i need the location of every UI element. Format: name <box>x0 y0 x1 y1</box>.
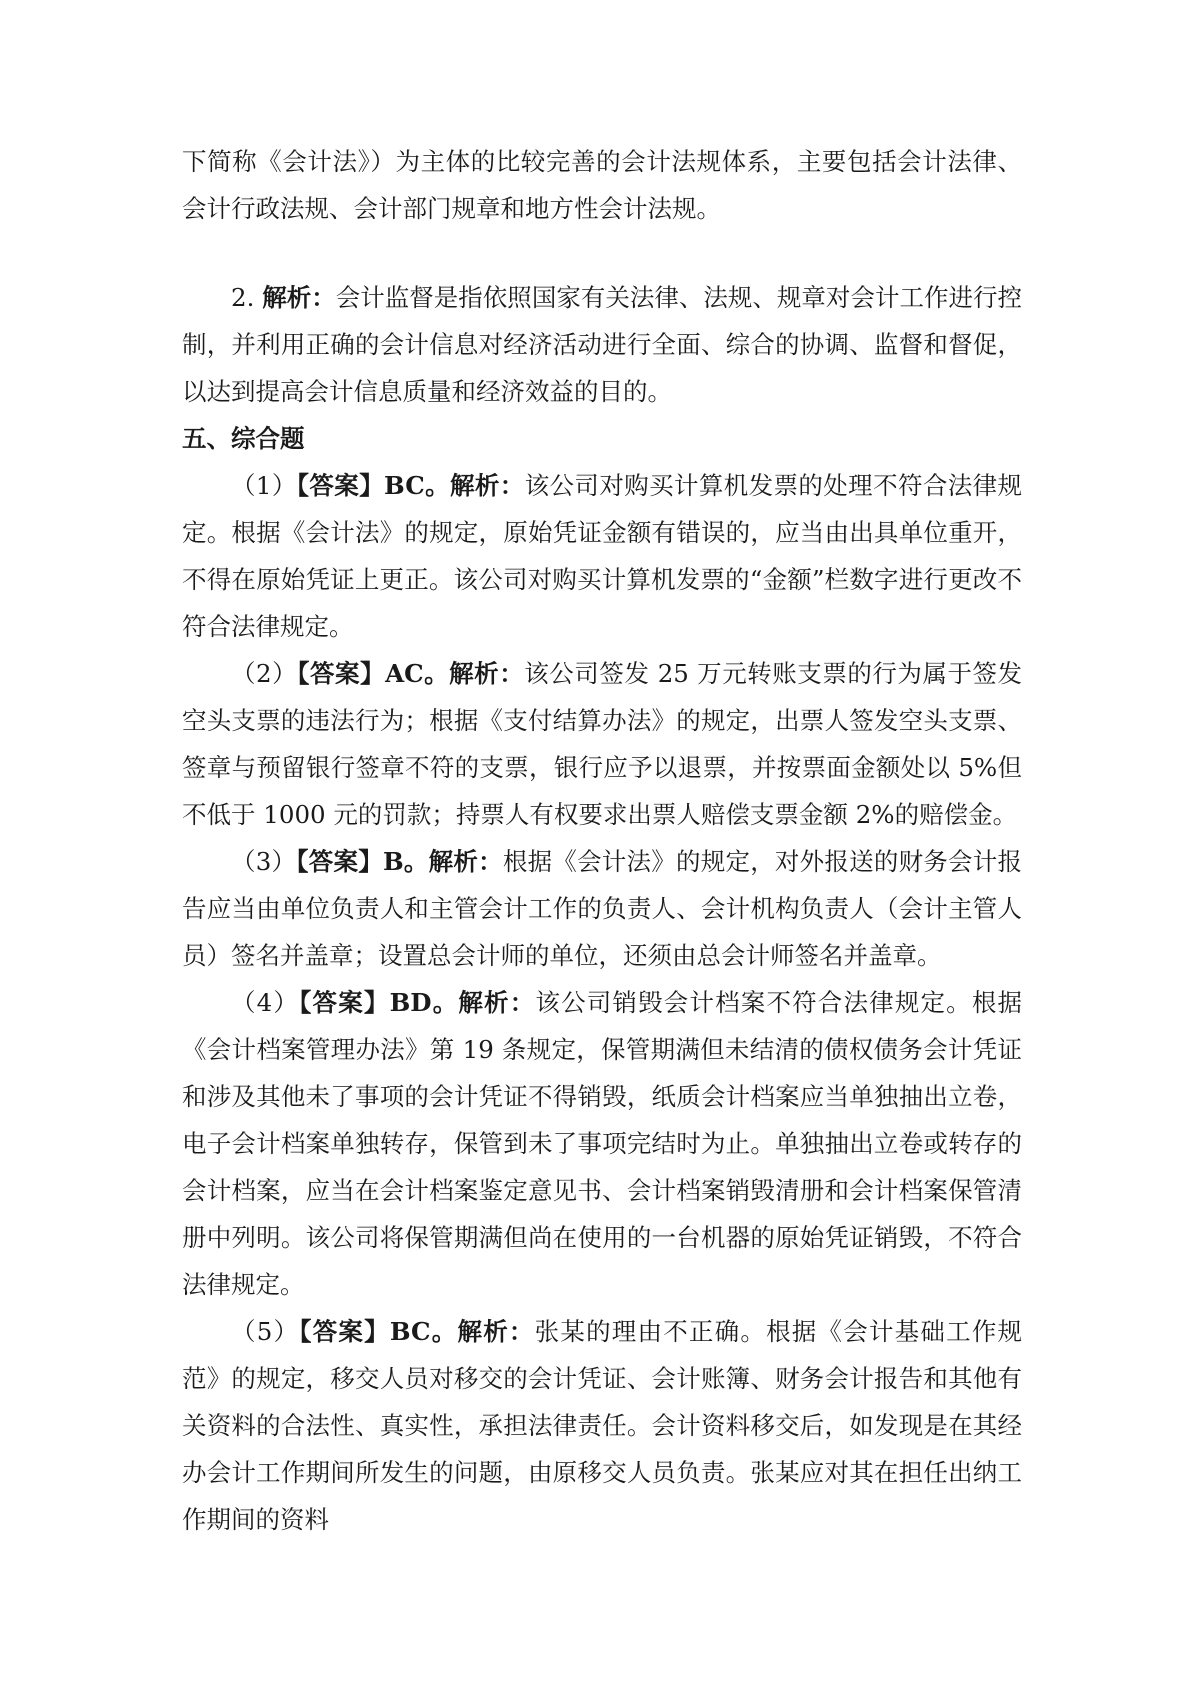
item-number: （2） <box>231 659 298 688</box>
q2-analysis-label: 解析： <box>262 283 336 312</box>
answer-item-2 <box>182 650 1022 838</box>
q2-number: 2. <box>231 283 255 312</box>
answer-item-4 <box>182 979 1022 1308</box>
analysis-label: 解析： <box>449 471 525 500</box>
analysis-text: 该公司签发 25 万元转账支票的行为属于签发空头支票的违法行为；根据《支付结算办法》的规定，出票人签发空头支票、签章与预留银行签章不符的支票，银行应予以退票，并按票面金额处以 5%但不低于 1000 元的罚款；持票人有权要求出票人赔偿支票金额 2%的赔偿金。 <box>182 659 1023 829</box>
analysis-text: 该公司销毁会计档案不符合法律规定。根据《会计档案管理办法》第 19 条规定，保管期满但未结清的债权债务会计凭证和涉及其他未了事项的会计凭证不得销毁，纸质会计档案应当单独抽出立卷，电子会计档案单独转存，保管到未了事项完结时为止。单独抽出立卷或转存的会计档案，应当在会计档案鉴定意见书、会计档案销毁清册和会计档案保管清册中列明。该公司将保管期满但尚在使用的一台机器的原始凭证销毁，不符合法律规定。 <box>182 988 1023 1299</box>
answer-value: AC。 <box>385 659 450 688</box>
analysis-text: 根据《会计法》的规定，对外报送的财务会计报告应当由单位负责人和主管会计工作的负责人、会计机构负责人（会计主管人员）签名并盖章；设置总会计师的单位，还须由总会计师签名并盖章。 <box>182 847 1023 970</box>
answer-label: 【答案】 <box>297 659 386 688</box>
answer-label: 【答案】 <box>296 847 383 876</box>
answer-value: BD。 <box>389 988 459 1017</box>
answer-item-5 <box>182 1308 1022 1543</box>
analysis-label: 解析： <box>457 1317 535 1346</box>
item-number: （1） <box>231 471 297 500</box>
answer-label: 【答案】 <box>296 471 385 500</box>
answer-item-3 <box>182 838 1022 979</box>
q2-paragraph <box>182 274 1022 415</box>
item-number: （5） <box>231 1317 300 1346</box>
item-number: （3） <box>231 847 297 876</box>
document-page <box>182 138 1022 1543</box>
answer-label: 【答案】 <box>299 1317 390 1346</box>
answer-label: 【答案】 <box>299 988 390 1017</box>
answer-value: B。 <box>382 847 429 876</box>
intro-text: 下简称《会计法》）为主体的比较完善的会计法规体系，主要包括会计法律、会计行政法规、会计部门规章和地方性会计法规。 <box>182 147 1022 223</box>
analysis-text: 张某的理由不正确。根据《会计基础工作规范》的规定，移交人员对移交的会计凭证、会计账簿、财务会计报告和其他有关资料的合法性、真实性，承担法律责任。会计资料移交后，如发现是在其经办会计工作期间所发生的问题，由原移交人员负责。张某应对其在担任出纳工作期间的资料 <box>182 1317 1023 1534</box>
item-number: （4） <box>231 988 300 1017</box>
answer-value: BC。 <box>384 471 450 500</box>
analysis-text: 该公司对购买计算机发票的处理不符合法律规定。根据《会计法》的规定，原始凭证金额有错误的，应当由出具单位重开，不得在原始凭证上更正。该公司对购买计算机发票的“金额”栏数字进行更改不符合法律规定。 <box>182 471 1022 641</box>
q2-analysis-text: 会计监督是指依照国家有关法律、法规、规章对会计工作进行控制，并利用正确的会计信息对经济活动进行全面、综合的协调、监督和督促，以达到提高会计信息质量和经济效益的目的。 <box>182 283 1023 406</box>
answer-item-1 <box>182 462 1022 650</box>
analysis-label: 解析： <box>458 988 536 1017</box>
analysis-label: 解析： <box>428 847 503 876</box>
analysis-label: 解析： <box>449 659 525 688</box>
section-heading: 五、综合题 <box>182 424 305 453</box>
intro-paragraph <box>182 138 1022 232</box>
answer-value: BC。 <box>389 1317 458 1346</box>
